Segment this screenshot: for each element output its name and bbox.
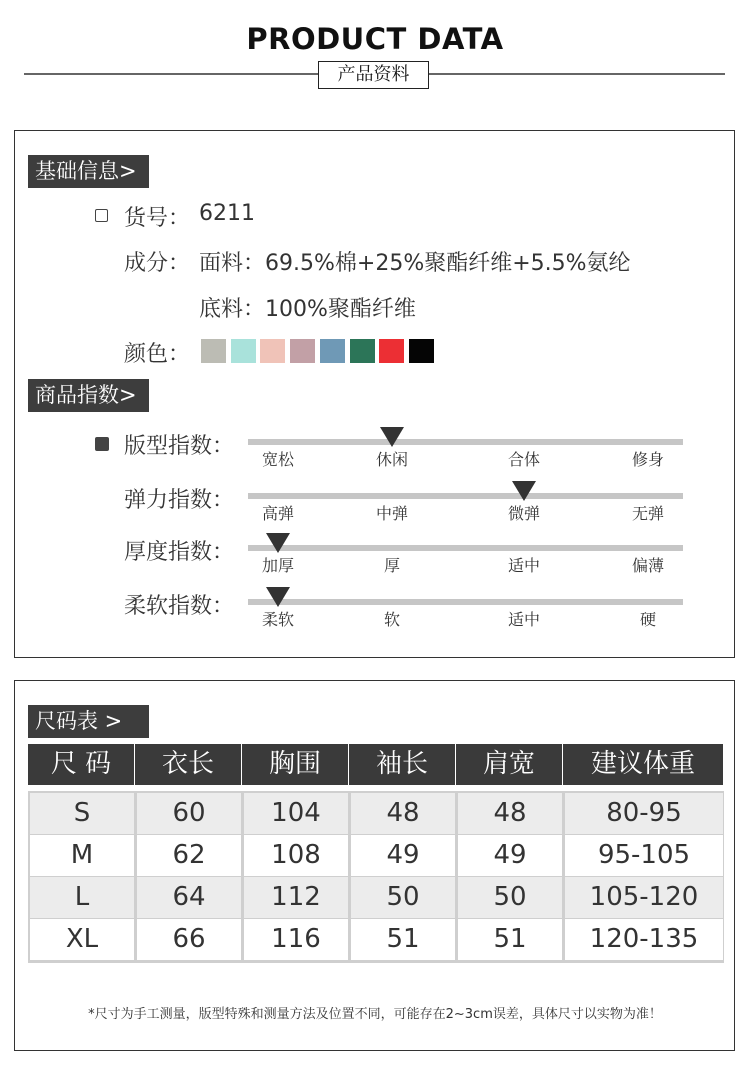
index-track xyxy=(248,439,683,445)
size-table-cell: 120-135 xyxy=(565,919,723,960)
index-label: 版型指数： xyxy=(124,434,235,459)
page-subtitle: 产品资料 xyxy=(318,61,429,89)
index-tick-label: 软 xyxy=(383,610,400,629)
size-table-cell: 95-105 xyxy=(565,835,723,876)
size-table-cell: 51 xyxy=(458,919,562,960)
index-marker-icon xyxy=(266,533,290,553)
size-header-cell: 肩宽 xyxy=(456,744,562,785)
size-table-cell: 48 xyxy=(458,793,562,834)
index-tick-label: 适中 xyxy=(507,610,540,629)
title-rule-left xyxy=(24,73,320,75)
size-table-cell: S xyxy=(30,793,134,834)
size-header-cell: 衣长 xyxy=(135,744,241,785)
size-table-cell: 49 xyxy=(351,835,455,876)
size-table-cell: 80-95 xyxy=(565,793,723,834)
measurement-note: *尺寸为手工测量，版型特殊和测量方法及位置不同，可能存在2~3cm误差，具体尺寸以实物为准！ xyxy=(88,1007,662,1022)
size-table-cell: 116 xyxy=(244,919,348,960)
size-table-cell: 104 xyxy=(244,793,348,834)
size-header-cell: 尺 码 xyxy=(28,744,134,785)
title-rule-right xyxy=(427,73,725,75)
index-tick-label: 硬 xyxy=(639,610,656,629)
index-tick-label: 休闲 xyxy=(375,450,408,469)
size-header-cell: 建议体重 xyxy=(563,744,723,785)
index-tick-label: 加厚 xyxy=(261,556,294,575)
size-table-cell: L xyxy=(30,877,134,918)
size-table-cell: 64 xyxy=(137,877,241,918)
size-table-cell: 62 xyxy=(137,835,241,876)
index-tick-label: 合体 xyxy=(507,450,540,469)
size-header-cell: 袖长 xyxy=(349,744,455,785)
size-table-cell: 48 xyxy=(351,793,455,834)
color-swatch xyxy=(201,339,226,363)
size-table-cell: 60 xyxy=(137,793,241,834)
index-tick-label: 柔软 xyxy=(261,610,294,629)
size-table-cell: 50 xyxy=(351,877,455,918)
index-tick-label: 无弹 xyxy=(631,504,664,523)
size-table-cell: M xyxy=(30,835,134,876)
color-swatch xyxy=(409,339,434,363)
color-swatch xyxy=(260,339,285,363)
size-table-cell: XL xyxy=(30,919,134,960)
size-chart-tag: 尺码表 > xyxy=(28,705,149,738)
sku-label: 货号： xyxy=(124,206,191,231)
index-tick-label: 适中 xyxy=(507,556,540,575)
size-table-cell: 51 xyxy=(351,919,455,960)
index-track xyxy=(248,545,683,551)
index-tick-label: 宽松 xyxy=(261,450,294,469)
index-tick-label: 微弹 xyxy=(507,504,540,523)
index-tick-label: 中弹 xyxy=(375,504,408,523)
product-index-tag: 商品指数> xyxy=(28,379,149,412)
index-label: 柔软指数： xyxy=(124,594,235,619)
bullet-icon xyxy=(95,437,109,451)
index-tick-label: 高弹 xyxy=(261,504,294,523)
size-table-cell: 108 xyxy=(244,835,348,876)
size-table-cell: 50 xyxy=(458,877,562,918)
color-label: 颜色： xyxy=(124,342,191,367)
color-swatch xyxy=(379,339,404,363)
color-swatch xyxy=(231,339,256,363)
basic-info-tag: 基础信息> xyxy=(28,155,149,188)
color-swatch xyxy=(290,339,315,363)
lining-composition: 底料：100%聚酯纤维 xyxy=(199,297,416,322)
index-tick-label: 修身 xyxy=(631,450,664,469)
index-marker-icon xyxy=(266,587,290,607)
index-marker-icon xyxy=(380,427,404,447)
index-track xyxy=(248,493,683,499)
index-marker-icon xyxy=(512,481,536,501)
size-table-cell: 66 xyxy=(137,919,241,960)
fabric-composition: 面料：69.5%棉+25%聚酯纤维+5.5%氨纶 xyxy=(199,251,631,276)
index-label: 厚度指数： xyxy=(124,540,235,565)
sku-value: 6211 xyxy=(199,201,255,226)
index-label: 弹力指数： xyxy=(124,488,235,513)
composition-label: 成分： xyxy=(124,251,191,276)
size-table-cell: 112 xyxy=(244,877,348,918)
color-swatch xyxy=(350,339,375,363)
index-track xyxy=(248,599,683,605)
index-tick-label: 偏薄 xyxy=(631,556,664,575)
color-swatch xyxy=(320,339,345,363)
size-table-cell: 105-120 xyxy=(565,877,723,918)
index-tick-label: 厚 xyxy=(383,556,400,575)
page-title: PRODUCT DATA xyxy=(246,22,504,56)
size-header-cell: 胸围 xyxy=(242,744,348,785)
size-table-cell: 49 xyxy=(458,835,562,876)
checkbox-icon xyxy=(95,209,108,222)
